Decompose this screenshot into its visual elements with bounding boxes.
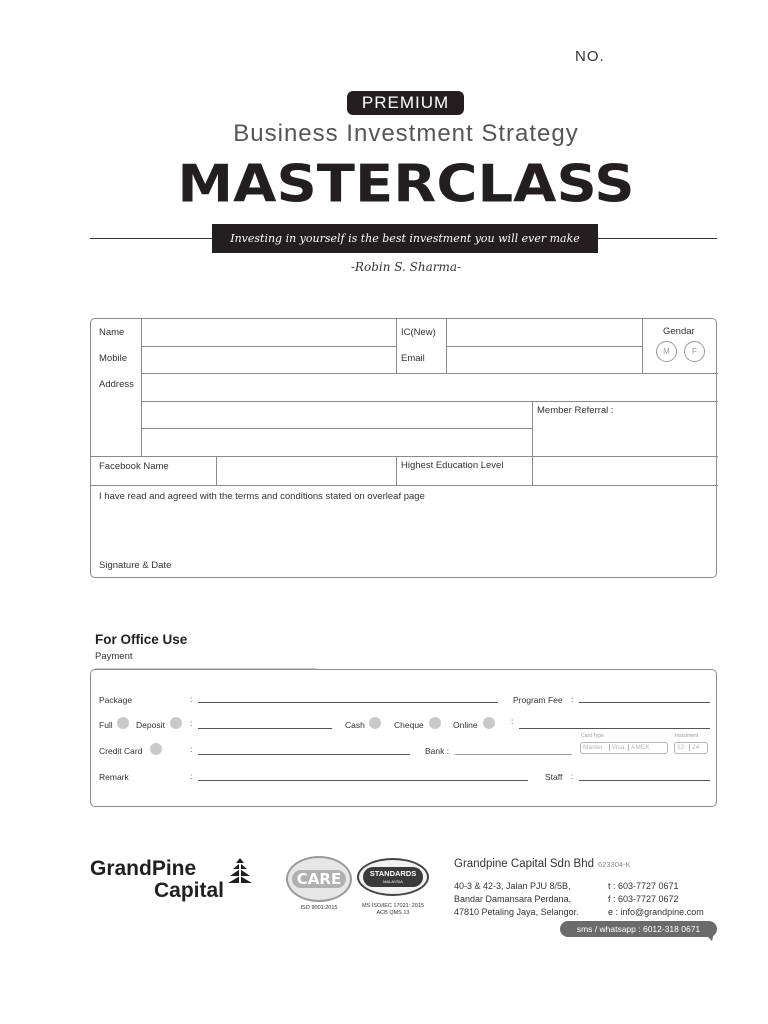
standards-caption-2: ACB QMS 13: [376, 910, 410, 916]
email-label: Email: [401, 353, 425, 364]
bank-field[interactable]: [455, 754, 572, 755]
program-fee-label: Program Fee: [513, 695, 563, 705]
company-name-text: Grandpine Capital Sdn Bhd: [454, 858, 595, 870]
address-field-line3[interactable]: [142, 429, 531, 456]
email-address: e : info@grandpine.com: [608, 907, 704, 917]
gender-label: Gendar: [663, 326, 695, 337]
address-label: Address: [99, 379, 134, 390]
card-type-caption: Card Type: [581, 733, 604, 739]
instalment-caption: Instalment: [675, 733, 699, 739]
ic-label: IC(New): [401, 327, 436, 338]
gender-male-option[interactable]: M: [656, 341, 677, 362]
deposit-amount-field[interactable]: [198, 728, 332, 729]
ic-field[interactable]: [447, 320, 641, 346]
card-master-option[interactable]: Master: [583, 744, 603, 751]
card-amex-option[interactable]: AMEX: [628, 744, 649, 751]
form-number-label: NO.: [575, 48, 605, 65]
quote-banner: Investing in yourself is the best investment you will ever make: [212, 224, 598, 253]
care-certification-seal: [286, 856, 352, 902]
signature-label: Signature & Date: [99, 560, 172, 571]
credit-card-option[interactable]: [150, 743, 162, 755]
instalment-12-option[interactable]: 12: [677, 744, 685, 751]
divider-right: [598, 238, 717, 239]
address-line-3: 47810 Petaling Jaya, Selangor.: [454, 907, 579, 917]
signature-area[interactable]: [201, 549, 701, 573]
remark-field[interactable]: [198, 780, 528, 781]
phone-number: t : 603-7727 0671: [608, 881, 679, 891]
care-seal-text: CARE: [296, 870, 342, 888]
credit-card-field[interactable]: [198, 754, 410, 755]
deposit-colon: :: [190, 718, 193, 728]
sms-whatsapp-badge: sms / whatsapp : 6012-318 0671: [560, 921, 717, 937]
agreement-text: I have read and agreed with the terms and conditions stated on overleaf page: [99, 491, 425, 502]
pine-tree-icon: [226, 857, 254, 885]
credit-card-label: Credit Card: [99, 746, 143, 756]
staff-label: Staff: [545, 772, 563, 782]
cash-label: Cash: [345, 720, 365, 730]
remark-colon: :: [190, 771, 193, 781]
online-reference-field[interactable]: [519, 728, 710, 729]
speech-tail-icon: [704, 933, 714, 941]
address-line-2: Bandar Damansara Perdana,: [454, 894, 572, 904]
company-logo-line2: Capital: [154, 879, 225, 902]
company-name: [454, 858, 631, 870]
registration-form: [90, 318, 717, 578]
card-type-selector[interactable]: [580, 742, 668, 754]
staff-field[interactable]: [579, 780, 710, 781]
standards-caption-1: MS ISO/IEC 17021: 2015: [361, 903, 425, 909]
cheque-label: Cheque: [394, 720, 424, 730]
staff-colon: :: [571, 771, 574, 781]
instalment-24-option[interactable]: 24: [689, 744, 699, 751]
package-label: Package: [99, 695, 133, 705]
education-label: Highest Education Level: [401, 460, 504, 471]
email-field[interactable]: [447, 347, 641, 373]
full-label: Full: [99, 720, 113, 730]
gender-female-option[interactable]: F: [684, 341, 705, 362]
online-colon: :: [511, 716, 514, 726]
member-referral-field[interactable]: [533, 419, 717, 456]
education-field[interactable]: [533, 457, 717, 485]
name-field[interactable]: [142, 320, 395, 346]
standards-malaysia-seal: [357, 858, 429, 896]
page-subtitle: Business Investment Strategy: [233, 120, 579, 147]
office-use-box: [90, 669, 717, 807]
full-option[interactable]: [117, 717, 129, 729]
premium-badge: PREMIUM: [347, 91, 464, 115]
standards-seal-text: STANDARDS: [369, 869, 417, 878]
standards-seal-subtext: MALAYSIA: [383, 879, 403, 884]
mobile-label: Mobile: [99, 353, 127, 364]
deposit-label: Deposit: [136, 720, 165, 730]
remark-label: Remark: [99, 772, 129, 782]
divider-left: [90, 238, 212, 239]
instalment-selector[interactable]: [674, 742, 708, 754]
address-field-line1[interactable]: [142, 374, 717, 401]
fax-number: f : 603-7727 0672: [608, 894, 679, 904]
quote-author: -Robin S. Sharma-: [350, 260, 462, 274]
office-use-title: For Office Use: [95, 632, 188, 647]
mobile-field[interactable]: [142, 347, 395, 373]
facebook-label: Facebook Name: [99, 461, 169, 472]
bank-label: Bank :: [425, 746, 450, 756]
payment-label: Payment: [95, 651, 133, 662]
deposit-option[interactable]: [170, 717, 182, 729]
address-line-1: 40-3 & 42-3, Jalan PJU 8/5B,: [454, 881, 571, 891]
cash-option[interactable]: [369, 717, 381, 729]
online-label: Online: [453, 720, 478, 730]
company-logo-line1: GrandPine: [90, 857, 197, 880]
member-referral-label: Member Referral :: [537, 405, 614, 416]
company-contact: [608, 880, 704, 919]
facebook-field[interactable]: [217, 457, 395, 485]
program-fee-field[interactable]: [579, 702, 710, 703]
package-colon: :: [190, 694, 193, 704]
address-field-line2[interactable]: [142, 402, 531, 428]
cheque-option[interactable]: [429, 717, 441, 729]
card-visa-option[interactable]: Visa: [609, 744, 625, 751]
online-option[interactable]: [483, 717, 495, 729]
package-field[interactable]: [198, 702, 498, 703]
iso-caption: ISO 9001:2015: [300, 905, 338, 911]
company-reg-no: 623304-K: [598, 860, 631, 869]
page-title: MASTERCLASS: [177, 154, 635, 215]
name-label: Name: [99, 327, 125, 338]
company-address: [454, 880, 579, 919]
credit-card-colon: :: [190, 744, 193, 754]
program-fee-colon: :: [571, 694, 574, 704]
